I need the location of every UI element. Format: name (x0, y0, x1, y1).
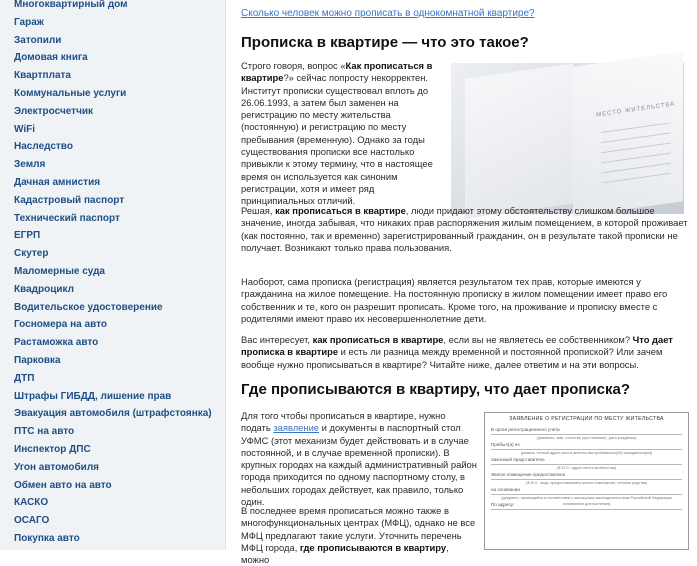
sidebar-item[interactable]: Растаможка авто (14, 337, 99, 349)
sidebar-item[interactable]: Квадроцикл (14, 283, 75, 295)
section-heading-1: Прописка в квартире — что это такое? (241, 34, 529, 51)
sidebar-item[interactable]: Обмен авто на авто (14, 479, 112, 491)
form-hint: (указать точный адрес места жительства прибывшего(ей) гражданина(ки)) (520, 451, 653, 455)
sidebar-item[interactable]: Коммунальные услуги (14, 87, 127, 99)
form-line: В орган регистрационного учета (491, 426, 682, 435)
sidebar-item[interactable]: Домовая книга (14, 52, 88, 64)
sidebar-item[interactable]: Парковка (14, 354, 61, 366)
sidebar-item[interactable]: Земля (14, 159, 46, 171)
sidebar-item[interactable]: ПТС на авто (14, 426, 75, 438)
sidebar-item[interactable]: Кадастровый паспорт (14, 194, 125, 206)
paragraph-3: Наоборот, сама прописка (регистрация) является результатом тех прав, которые имеются у гражданина на жилое помещение. На постоянную прописку в жилом помещении имеет право его собственник и те, кого он разрешит прописать. Кроме того, на проживание и прописку вместе с родителями имеют право их несовершеннолетние дети. (241, 276, 668, 324)
form-title: ЗАЯВЛЕНИЕ О РЕГИСТРАЦИИ ПО МЕСТУ ЖИТЕЛЬСТВА (509, 416, 664, 422)
sidebar-item[interactable]: Угон автомобиля (14, 461, 100, 473)
article (241, 0, 689, 566)
application-link[interactable]: заявление (273, 422, 320, 434)
sidebar-item[interactable]: Электросчетчик (14, 105, 94, 117)
passport-image (451, 63, 684, 214)
bold-phrase: как прописаться в квартире (312, 334, 444, 345)
form-hint: (фамилия, имя, отчество (при наличии), дата рождения) (536, 436, 637, 440)
section-heading-2: Где прописываются в квартиру, что дает прописка? (241, 381, 631, 398)
form-hint: (Ф.И.О. лица, предоставившего жилое помещение, степень родства) (525, 481, 648, 485)
sidebar-item[interactable]: ДТП (14, 372, 35, 384)
sidebar-item[interactable]: Квартплата (14, 70, 71, 82)
bold-phrase: как прописаться в квартире (275, 205, 406, 216)
form-line: Жилое помещение предоставлено (491, 471, 682, 480)
form-line: По адресу: (491, 501, 682, 510)
sidebar-item[interactable]: ОСАГО (14, 515, 50, 527)
sidebar-item[interactable]: Штрафы ГИБДД, лишение прав (14, 390, 172, 402)
sidebar-item[interactable]: Скутер (14, 248, 49, 260)
registration-form-image (484, 412, 689, 550)
bold-phrase: где прописываются в квартиру (299, 541, 447, 553)
form-hint: (документ, являющийся в соответствии с жилищным законодательством Российской Федерации основанием для вселения) (501, 496, 672, 506)
sidebar-item[interactable]: Покупка авто (14, 532, 80, 544)
form-line: Прибыл(а) из (491, 441, 682, 450)
sidebar-item[interactable]: КАСКО (14, 497, 49, 509)
paragraph-2: Решая, как прописаться в квартире, люди придают этому обстоятельству слишком большое значение, иногда забывая, что никаких прав распоряжения жилым помещением, в которой проживает (как постоянно, так и временно) зарегистрированный гражданин, он в результате такой прописки не получает. Возникают только права пользования. (241, 205, 688, 253)
sidebar-item[interactable]: Дачная амнистия (14, 176, 101, 188)
sidebar-item[interactable]: ЕГРП (14, 230, 41, 242)
bold-phrase: Что дает прописка в квартире (241, 334, 673, 358)
sidebar (0, 0, 226, 550)
form-line: Законный представитель (491, 456, 682, 465)
related-article-link[interactable]: Сколько человек можно прописать в однокомнатной квартире? (241, 8, 535, 19)
paragraph-1: Строго говоря, вопрос «Как прописаться в квартире?» сейчас попросту некорректен. Институт прописки существовал вплоть до 26.06.1993, а затем был заменен на регистрацию по месту жительства (постоянную) и регистрацию по месту пребывания (временную). Однако за годы существования прописки все настолько привыкли к этому термину, что в настоящее время он используется как синоним регистрации, хотя и имеет ряд принципиальных отличий. (241, 60, 433, 207)
form-hint: (Ф.И.О., адрес места жительства) (556, 466, 617, 470)
sidebar-item[interactable]: Технический паспорт (14, 212, 120, 224)
sidebar-item[interactable]: Гараж (14, 16, 44, 28)
sidebar-item[interactable]: Водительское удостоверение (14, 301, 163, 313)
paragraph-4: Вас интересует, как прописаться в квартире, если вы не являетесь ее собственником? Что дает прописка в квартире и есть ли разница между временной и постоянной пропиской? Или зачем вообще нужно прописываться в квартире? Читайте ниже, далее ответим и на эти вопросы. (241, 334, 673, 370)
sidebar-item[interactable]: Затопили (14, 34, 62, 46)
sidebar-item[interactable]: Инспектор ДПС (14, 443, 91, 455)
bold-phrase: Как прописаться в квартире (241, 60, 433, 84)
sidebar-item[interactable]: Наследство (14, 141, 73, 153)
sidebar-item[interactable]: Многоквартирный дом (14, 0, 128, 10)
form-line: на основании (491, 486, 682, 495)
sidebar-menu (0, 0, 225, 548)
sidebar-item[interactable]: Госномера на авто (14, 319, 107, 331)
passport-caption: МЕСТО ЖИТЕЛЬСТВА (595, 101, 676, 119)
sidebar-item[interactable]: Маломерные суда (14, 265, 105, 277)
paragraph-5: Для того чтобы прописаться в квартире, нужно подать заявление и документы в паспортный стол УФМС (этот механизм будет действовать и в случае постоянной, и в случае временной прописки). В крупных городах на каждый административный район города приходится по одному паспортному столу, в небольших городах действует, как правило, только один. (241, 410, 477, 508)
sidebar-item[interactable]: Эвакуация автомобиля (штрафстоянка) (14, 408, 212, 420)
sidebar-item[interactable]: WiFi (14, 123, 36, 135)
paragraph-6: В последнее время прописаться можно также в многофункциональных центрах (МФЦ), однако не все МФЦ предлагают такие услуги. Уточнить перечень МФЦ города, где прописываются в квартиру, можно (241, 505, 476, 566)
